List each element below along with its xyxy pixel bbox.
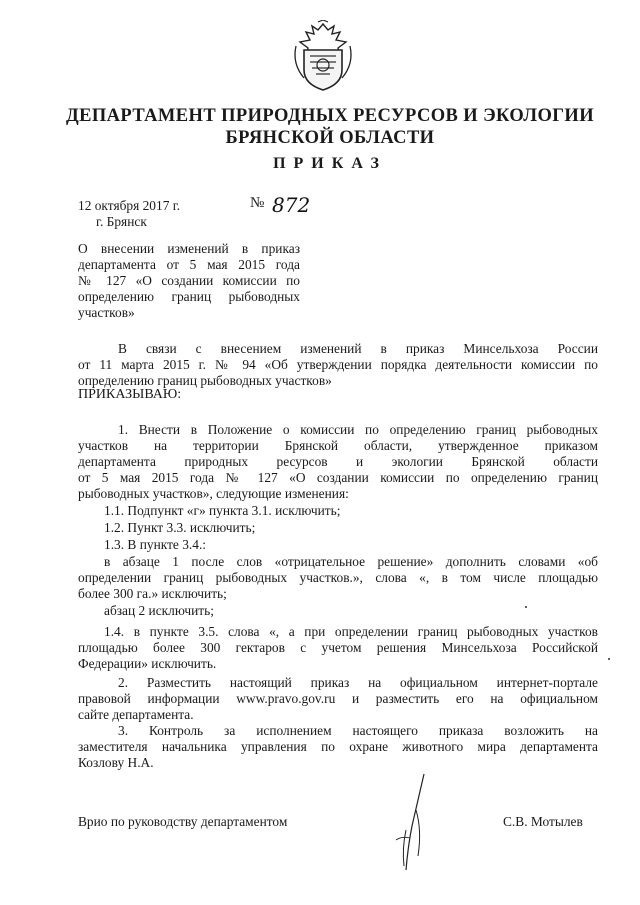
item-line: правовой информации www.pravo.gov.ru и разместить его на официальном (78, 691, 598, 706)
scan-speck (525, 606, 527, 608)
order-title: ПРИКАЗ (273, 155, 387, 172)
item-line: определении границ рыбоводных участков.», слова «, в том числе площадью (78, 570, 598, 585)
item-line: рыбоводных участков», следующие изменения: (78, 486, 349, 501)
item-line: от 5 мая 2015 года № 127 «О создании комиссии по определению границ (78, 470, 598, 485)
item-line: 2. Разместить настоящий приказ на официальном интернет-портале (118, 675, 598, 690)
order-city: г. Брянск (96, 214, 147, 229)
item-line: в абзаце 1 после слов «отрицательное решение» дополнить словами «об (104, 554, 598, 569)
item-line: 1.4. в пункте 3.5. слова «, а при определении границ рыбоводных участков (104, 624, 598, 639)
scan-speck (608, 658, 610, 660)
preamble-line: от 11 марта 2015 г. № 94 «Об утверждении порядка деятельности комиссии по (78, 357, 598, 372)
item-line: 3. Контроль за исполнением настоящего приказа возложить на (118, 723, 598, 738)
item-line: площадью более 300 гектаров с учетом решения Минсельхоза Российской (78, 640, 598, 655)
subject-line: О внесении изменений в приказ (78, 241, 300, 256)
signatory-position: Врио по руководству департаментом (78, 814, 288, 829)
subject-line: определению границ рыбоводных (78, 289, 300, 304)
item-line: участков на территории Брянской области, утвержденное приказом (78, 438, 598, 453)
signatory-name: С.В. Мотылев (503, 814, 583, 829)
item-line: Козлову Н.А. (78, 755, 154, 770)
preamble-line: определению границ рыбоводных участков» (78, 373, 332, 388)
subject-line: департамента от 5 мая 2015 года (78, 257, 300, 272)
order-number-label: № (250, 195, 265, 211)
item-line: 1. Внести в Положение о комиссии по определению границ рыбоводных (118, 422, 598, 437)
preamble-line: В связи с внесением изменений в приказ Минсельхоза России (118, 341, 598, 356)
item-line: более 300 га.» исключить; (78, 586, 227, 601)
item-1-2: 1.2. Пункт 3.3. исключить; (104, 520, 256, 535)
department-name-line1: ДЕПАРТАМЕНТ ПРИРОДНЫХ РЕСУРСОВ И ЭКОЛОГИИ (66, 106, 594, 126)
order-date: 12 октября 2017 г. (78, 198, 181, 213)
subject-line: участков» (78, 305, 135, 320)
order-number: 872 (272, 193, 311, 217)
item-line: департамента природных ресурсов и экологии Брянской области (78, 454, 598, 469)
item-1-3-paragraph-2: абзац 2 исключить; (104, 603, 214, 618)
item-line: заместителя начальника управления по охране животного мира департамента (78, 739, 598, 754)
handwritten-signature (388, 770, 448, 880)
order-word: ПРИКАЗЫВАЮ: (78, 387, 182, 402)
item-1-1: 1.1. Подпункт «г» пункта 3.1. исключить; (104, 503, 341, 518)
coat-of-arms-icon (290, 20, 356, 92)
item-1-3: 1.3. В пункте 3.4.: (104, 537, 207, 552)
item-line: сайте департамента. (78, 707, 194, 722)
subject-line: № 127 «О создании комиссии по (78, 273, 300, 288)
department-name-line2: БРЯНСКОЙ ОБЛАСТИ (225, 128, 435, 148)
item-line: Федерации» исключить. (78, 656, 217, 671)
